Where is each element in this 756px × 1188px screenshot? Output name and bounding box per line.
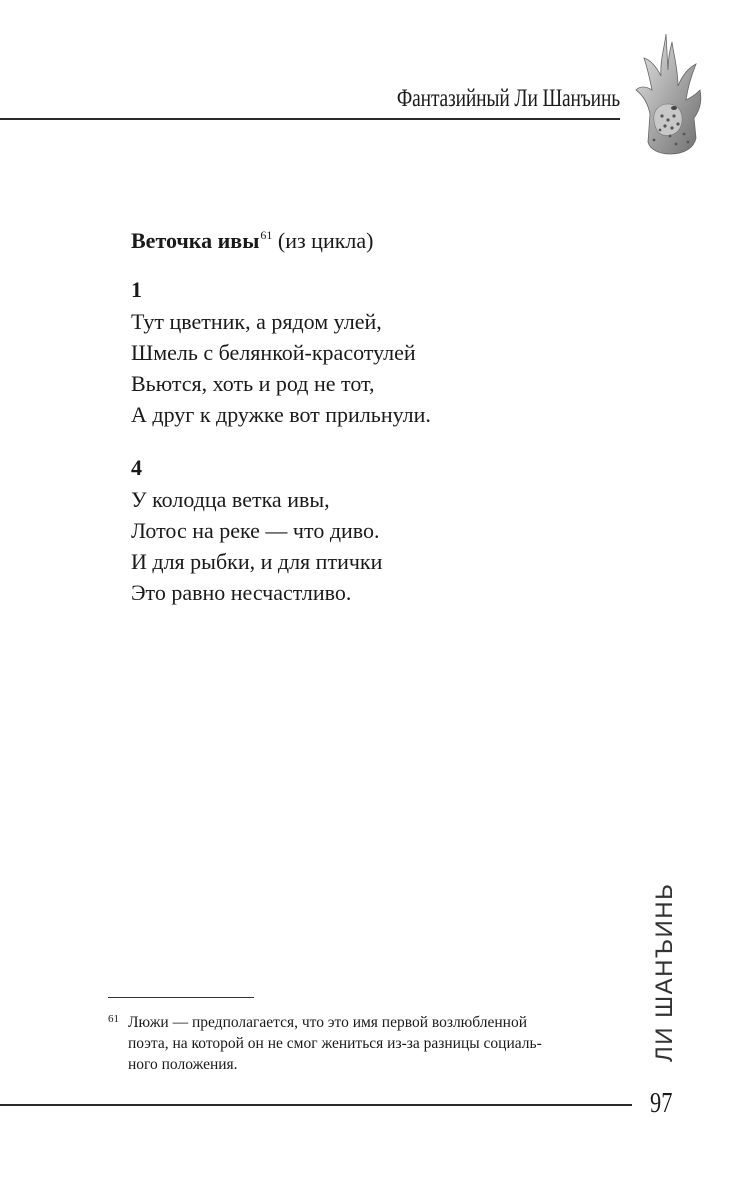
footnote-reference[interactable]: 61 <box>260 228 273 242</box>
verse-line: И для рыбки, и для птички <box>131 549 383 574</box>
stanza <box>131 274 631 430</box>
poem-title <box>131 218 631 258</box>
stanza <box>131 452 631 608</box>
verse-line: У колодца ветка ивы, <box>131 487 330 512</box>
verse-line: Лотос на реке — что диво. <box>131 518 380 543</box>
side-label <box>650 882 680 1062</box>
verse-line: Это равно несчастливо. <box>131 580 352 605</box>
side-label-text: ЛИ ШАНЪИНЬ <box>651 882 678 1062</box>
footnote-text <box>108 1012 630 1075</box>
verse-line: А друг к дружке вот прильнули. <box>131 402 431 427</box>
verse-line: Вьются, хоть и род не тот, <box>131 371 375 396</box>
poem <box>131 218 631 630</box>
verse-line: Шмель с белянкой-красотулей <box>131 340 416 365</box>
header-rule <box>0 118 620 120</box>
footnote <box>108 1012 630 1075</box>
running-title: Фантазийный Ли Шанъинь <box>396 85 620 112</box>
footnote-line: поэта, на которой он не смог жениться из-за разницы социаль- <box>128 1035 542 1052</box>
verse-line: Тут цветник, а рядом улей, <box>131 309 382 334</box>
footnote-number: 61 <box>108 1013 119 1025</box>
footer-rule <box>0 1104 632 1106</box>
stanza-number: 4 <box>131 455 142 480</box>
poem-title-main: Веточка ивы <box>131 228 260 253</box>
footnote-rule <box>108 997 254 998</box>
dragon-sculpture-icon <box>630 30 704 160</box>
stanza-number: 1 <box>131 277 142 302</box>
footnote-line: Люжи — предполагается, что это имя первой возлюбленной <box>128 1014 528 1031</box>
page-number: 97 <box>650 1088 673 1119</box>
poem-subtitle: (из цикла) <box>277 228 374 253</box>
footnote-line: ного положения. <box>128 1056 238 1073</box>
